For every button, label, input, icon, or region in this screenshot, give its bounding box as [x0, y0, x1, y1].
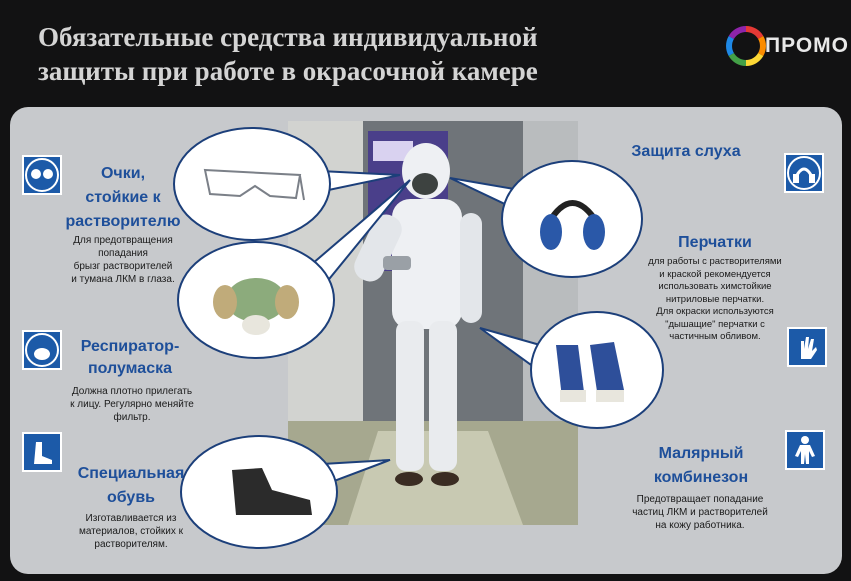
respirator-desc — [62, 385, 202, 424]
glasses-title-2: стойкие к — [85, 189, 161, 206]
gloves-desc-2: и краской рекомендуется — [659, 268, 771, 280]
respirator-desc-3: фильтр. — [113, 412, 151, 423]
respirator-icon — [22, 330, 62, 370]
respirator-title-2: полумаска — [87, 360, 172, 377]
gloves-desc-6: "дышащие" перчатки с — [665, 318, 765, 330]
logo-text: ПРОМО — [765, 34, 849, 57]
earmuffs-icon — [784, 153, 824, 193]
suit-desc-2: частиц ЛКМ и растворителей — [632, 507, 768, 518]
respirator-title — [66, 336, 194, 380]
shoes-title-2: обувь — [106, 489, 155, 506]
shoes-desc-1: Изготавливается из — [85, 513, 177, 524]
glasses-desc-2: попадания — [98, 248, 148, 259]
suit-desc-1: Предотвращает попадание — [636, 494, 764, 505]
shoes-desc-2: материалов, стойких к — [78, 526, 184, 537]
goggles-icon — [22, 155, 62, 195]
shoes-title — [64, 462, 198, 510]
hearing-title: Защита слуха — [631, 143, 741, 160]
glasses-title-1: Очки, — [100, 165, 146, 182]
coverall-icon — [785, 430, 825, 470]
gloves-desc-4: нитриловые перчатки. — [665, 293, 765, 305]
suit-desc — [620, 493, 780, 532]
shoes-desc-3: растворителям. — [94, 539, 168, 550]
gloves-title: Перчатки — [678, 234, 752, 251]
glasses-desc-4: и тумана ЛКМ в глаза. — [71, 274, 175, 285]
shoes-title-1: Специальная — [77, 465, 185, 482]
gloves-desc-1: для работы с растворителями — [648, 256, 782, 267]
suit-title — [626, 442, 776, 490]
gloves-desc — [626, 256, 804, 344]
glasses-desc-1: Для предотвращения — [73, 235, 173, 246]
glasses-title — [58, 162, 188, 234]
title-line-2: защиты при работе в окрасочной камере — [38, 56, 538, 86]
glasses-desc-3: брызг растворителей — [73, 261, 173, 272]
gloves-desc-7: частичным обливом. — [669, 331, 761, 342]
suit-title-1: Малярный — [658, 445, 744, 462]
shoes-desc — [66, 512, 196, 551]
suit-title-2: комбинезон — [653, 469, 749, 486]
glove-icon — [787, 327, 827, 367]
gloves-desc-3: использовать химстойкие — [658, 281, 772, 292]
respirator-desc-1: Должна плотно прилегать — [71, 386, 193, 397]
respirator-desc-2: к лицу. Регулярно меняйте — [70, 399, 194, 410]
glasses-title-3: растворителю — [65, 213, 181, 230]
title-line-1: Обязательные средства индивидуальной — [38, 22, 538, 52]
respirator-title-1: Респиратор- — [80, 338, 180, 355]
glasses-desc — [58, 234, 188, 286]
boots-icon — [22, 432, 62, 472]
gloves-desc-5: Для окраски используются — [656, 306, 774, 317]
suit-desc-3: на кожу работника. — [655, 520, 745, 531]
